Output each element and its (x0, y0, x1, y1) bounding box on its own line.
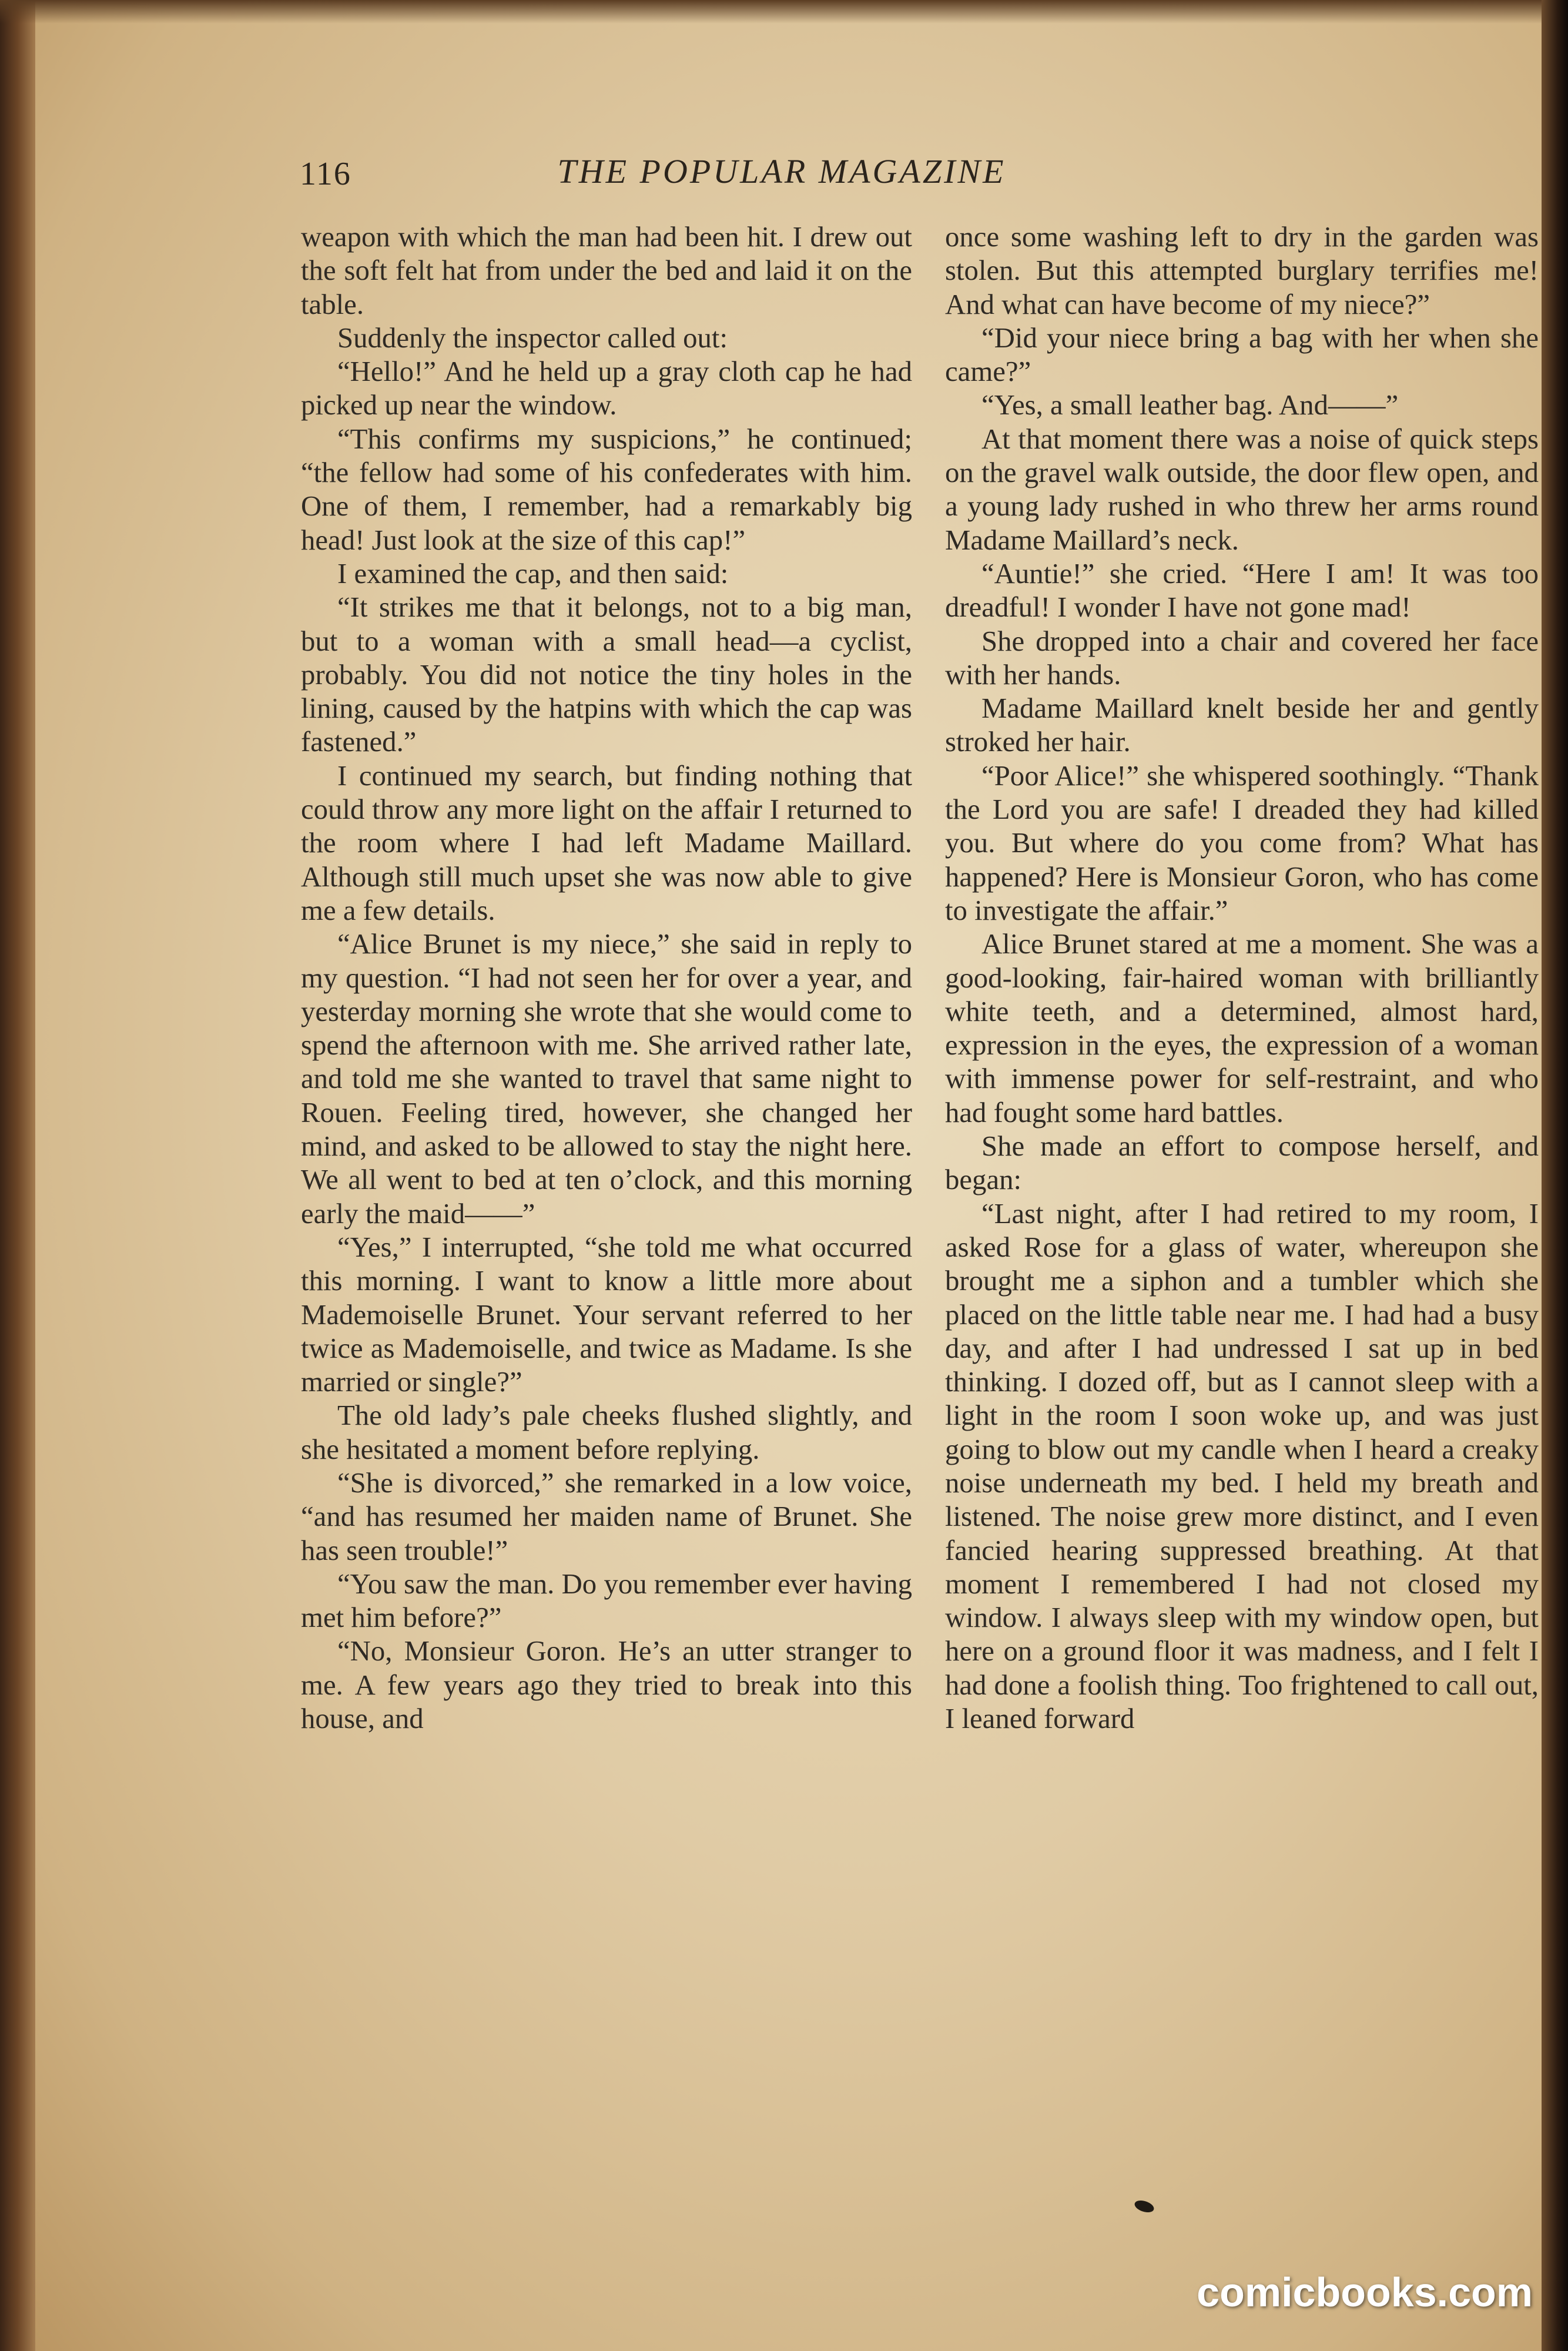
paragraph: “Hello!” And he held up a gray cloth cap he had picked up near the window. (301, 356, 912, 421)
paragraph: “Last night, after I had retired to my room, I asked Rose for a glass of water, whereupon she brought me a siphon and a tumbler which she placed on the little table near me. I had had a busy day, and after I had undressed I sat up in bed thinking. I dozed off, but as I cannot sleep with a light in the room I soon woke up, and was just going to blow out my candle when I heard a creaky noise underneath my bed. I held my breath and listened. The noise grew more distinct, and I even fancied hearing suppressed breathing. At that moment I remembered I had not closed my window. I always sleep with my window open, but here on a ground floor it was madness, and I felt I had done a foolish thing. Too frightened to call out, I leaned forward (945, 1197, 1539, 1735)
paragraph: “Did your niece bring a bag with her when she came?” (945, 321, 1539, 388)
paragraph: “You saw the man. Do you remember ever having met him before?” (301, 1568, 912, 1634)
paragraph: “She is divorced,” she remarked in a low voice, “and has resumed her maiden name of Brunet. She has seen trouble!” (301, 1466, 912, 1566)
paragraph: weapon with which the man had been hit. I drew out the soft felt hat from under the bed and laid it on the table. (301, 221, 912, 320)
paragraph: Madame Maillard knelt beside her and gently stroked her hair. (945, 692, 1539, 758)
paragraph: She made an effort to compose herself, and began: (945, 1130, 1539, 1196)
page-top-shadow (0, 0, 1568, 24)
paragraph: “Poor Alice!” she whispered soothingly. “Thank the Lord you are safe! I dreaded they had killed you. But where do you come from? What has happened? Here is Monsieur Goron, who has come to investigate the affair.” (945, 759, 1539, 926)
paragraph: “No, Monsieur Goron. He’s an utter stranger to me. A few years ago they tried to break into this house, and (301, 1635, 912, 1735)
paragraph: “Yes, a small leather bag. And——” (981, 389, 1399, 421)
site-watermark: comicbooks.com (1197, 2269, 1533, 2315)
paragraph: I continued my search, but finding nothing that could throw any more light on the affair I returned to the room where I had left Madame Maillard. Although still much upset she was now able to give me a few details. (301, 759, 912, 926)
page-right-edge (1542, 0, 1568, 2351)
page-header (300, 152, 1193, 199)
paragraph: At that moment there was a noise of quick steps on the gravel walk outside, the door flew open, and a young lady rushed in who threw her arms round Madame Maillard’s neck. (945, 423, 1539, 556)
paragraph: The old lady’s pale cheeks flushed slightly, and she hesitated a moment before replying. (301, 1399, 912, 1465)
book-binding-edge (0, 0, 35, 2351)
right-text-column (945, 220, 1539, 1736)
page-number: 116 (300, 156, 351, 192)
running-title: THE POPULAR MAGAZINE (557, 152, 1006, 190)
paragraph: Suddenly the inspector called out: (337, 321, 728, 354)
paragraph: “Alice Brunet is my niece,” she said in reply to my question. “I had not seen her for over a year, and yesterday morning she wrote that she would come to spend the afternoon with me. She arrived rather late, and told me she wanted to travel that same night to Rouen. Feeling tired, however, she changed her mind, and asked to be allowed to stay the night here. We all went to bed at ten o’clock, and this morning early the maid——” (301, 928, 912, 1230)
paragraph: once some washing left to dry in the garden was stolen. But this attempted burglary terrifies me! And what can have become of my niece?” (945, 221, 1539, 320)
left-text-column (301, 220, 912, 1736)
paragraph: “Yes,” I interrupted, “she told me what occurred this morning. I want to know a little more about Mademoiselle Brunet. Your servant referred to her twice as Mademoiselle, and twice as Madame. Is she married or single?” (301, 1231, 912, 1398)
paragraph: She dropped into a chair and covered her face with her hands. (945, 625, 1539, 691)
ink-blot-mark (1133, 2198, 1155, 2215)
paragraph: “Auntie!” she cried. “Here I am! It was too dreadful! I wonder I have not gone mad! (945, 557, 1539, 624)
paragraph: Alice Brunet stared at me a moment. She was a good-looking, fair-haired woman with brilliantly white teeth, and a determined, almost hard, expression in the eyes, the expression of a woman with immense power for self-restraint, and who had fought some hard battles. (945, 928, 1539, 1128)
paragraph: I examined the cap, and then said: (337, 557, 729, 590)
paragraph: “This confirms my suspicions,” he continued; “the fellow had some of his confederates with him. One of them, I remember, had a remarkably big head! Just look at the size of this cap!” (301, 423, 912, 556)
paragraph: “It strikes me that it belongs, not to a big man, but to a woman with a small head—a cyclist, probably. You did not notice the tiny holes in the lining, caused by the hatpins with which the cap was fastened.” (301, 591, 912, 758)
